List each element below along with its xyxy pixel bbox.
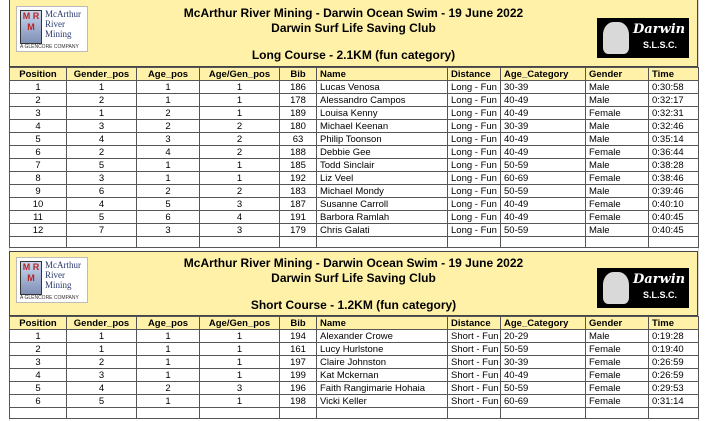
cell-time: 0:32:46 [649, 120, 699, 133]
cell-position: 4 [10, 120, 67, 133]
cell-age-category: 40-49 [501, 146, 586, 159]
empty-cell [649, 408, 699, 419]
cell-distance: Short - Fun [448, 356, 501, 369]
column-header-time: Time [649, 68, 699, 81]
cell-gender: Male [586, 94, 649, 107]
cell-age-category: 50-59 [501, 224, 586, 237]
cell-age-gen-pos: 2 [200, 185, 280, 198]
cell-gender-pos: 3 [67, 369, 137, 382]
cell-age-gen-pos: 1 [200, 81, 280, 94]
cell-name: Debbie Gee [317, 146, 448, 159]
table-row [10, 356, 699, 369]
cell-name: Barbora Ramlah [317, 211, 448, 224]
cell-age-gen-pos: 1 [200, 356, 280, 369]
cell-bib: 198 [280, 395, 317, 408]
club-title: Darwin Surf Life Saving Club [271, 21, 436, 35]
empty-cell [317, 408, 448, 419]
cell-distance: Short - Fun [448, 343, 501, 356]
empty-row [10, 237, 699, 248]
cell-age-category: 40-49 [501, 107, 586, 120]
cell-gender: Female [586, 198, 649, 211]
cell-gender-pos: 3 [67, 120, 137, 133]
empty-cell [200, 237, 280, 248]
column-header-gender-pos: Gender_pos [67, 317, 137, 330]
mrm-logo-subtitle: A GLENCORE COMPANY [20, 44, 79, 50]
table-row [10, 185, 699, 198]
mrm-emblem-icon: M R M [20, 261, 42, 295]
cell-age-gen-pos: 3 [200, 198, 280, 211]
cell-age-category: 50-59 [501, 185, 586, 198]
cell-gender: Male [586, 185, 649, 198]
cell-gender-pos: 2 [67, 356, 137, 369]
cell-age-category: 40-49 [501, 211, 586, 224]
cell-age-gen-pos: 2 [200, 133, 280, 146]
column-header-bib: Bib [280, 68, 317, 81]
cell-age-gen-pos: 4 [200, 211, 280, 224]
cell-distance: Long - Fun [448, 172, 501, 185]
lifesaver-figure-icon [603, 272, 629, 304]
cell-bib: 199 [280, 369, 317, 382]
cell-age-pos: 1 [137, 356, 200, 369]
table-row [10, 107, 699, 120]
cell-age-category: 40-49 [501, 94, 586, 107]
cell-age-pos: 1 [137, 395, 200, 408]
cell-age-category: 60-69 [501, 395, 586, 408]
empty-cell [200, 408, 280, 419]
cell-age-gen-pos: 1 [200, 369, 280, 382]
table-row [10, 146, 699, 159]
cell-gender-pos: 2 [67, 146, 137, 159]
cell-gender: Female [586, 211, 649, 224]
empty-cell [448, 408, 501, 419]
cell-bib: 186 [280, 81, 317, 94]
column-header-distance: Distance [448, 317, 501, 330]
cell-gender: Female [586, 107, 649, 120]
cell-distance: Long - Fun [448, 198, 501, 211]
cell-gender-pos: 6 [67, 185, 137, 198]
cell-gender-pos: 7 [67, 224, 137, 237]
cell-bib: 161 [280, 343, 317, 356]
cell-distance: Short - Fun [448, 382, 501, 395]
column-header-distance: Distance [448, 68, 501, 81]
mrm-logo-line: McArthur [45, 260, 81, 270]
cell-age-gen-pos: 3 [200, 224, 280, 237]
cell-bib: 188 [280, 146, 317, 159]
cell-gender-pos: 5 [67, 395, 137, 408]
cell-position: 10 [10, 198, 67, 211]
cell-distance: Long - Fun [448, 211, 501, 224]
slsc-logo-text: S.L.S.C. [643, 40, 678, 50]
cell-age-pos: 2 [137, 185, 200, 198]
cell-name: Kat Mckernan [317, 369, 448, 382]
darwin-slsc-logo [597, 18, 689, 58]
cell-gender-pos: 4 [67, 382, 137, 395]
cell-name: Lucas Venosa [317, 81, 448, 94]
empty-cell [10, 408, 67, 419]
empty-row [10, 408, 699, 419]
empty-cell [137, 237, 200, 248]
cell-name: Chris Galati [317, 224, 448, 237]
results-table [9, 67, 699, 248]
empty-cell [501, 408, 586, 419]
table-row [10, 120, 699, 133]
cell-name: Alexander Crowe [317, 330, 448, 343]
cell-position: 8 [10, 172, 67, 185]
cell-age-pos: 3 [137, 224, 200, 237]
cell-age-gen-pos: 2 [200, 146, 280, 159]
mrm-logo-line: River [45, 19, 65, 29]
cell-time: 0:19:40 [649, 343, 699, 356]
cell-age-category: 20-29 [501, 330, 586, 343]
cell-gender: Female [586, 356, 649, 369]
cell-gender: Male [586, 159, 649, 172]
table-row [10, 369, 699, 382]
cell-age-pos: 1 [137, 369, 200, 382]
cell-position: 1 [10, 330, 67, 343]
cell-bib: 192 [280, 172, 317, 185]
empty-cell [317, 237, 448, 248]
mrm-emblem-icon: M R M [20, 10, 42, 44]
empty-cell [586, 237, 649, 248]
cell-name: Louisa Kenny [317, 107, 448, 120]
column-header-gender: Gender [586, 68, 649, 81]
cell-name: Todd Sinclair [317, 159, 448, 172]
mrm-logo-line: McArthur [45, 9, 81, 19]
cell-distance: Long - Fun [448, 81, 501, 94]
table-row [10, 382, 699, 395]
darwin-logo-text: Darwin [633, 272, 686, 287]
cell-time: 0:30:58 [649, 81, 699, 94]
event-title: McArthur River Mining - Darwin Ocean Swim - 19 June 2022 [183, 6, 524, 20]
cell-gender: Female [586, 369, 649, 382]
slsc-logo-text: S.L.S.C. [643, 290, 678, 300]
table-row [10, 172, 699, 185]
cell-gender-pos: 4 [67, 133, 137, 146]
cell-bib: 180 [280, 120, 317, 133]
empty-cell [280, 237, 317, 248]
lifesaver-figure-icon [603, 22, 629, 54]
course-title: Long Course - 2.1KM (fun category) [251, 48, 456, 62]
cell-position: 6 [10, 395, 67, 408]
cell-time: 0:32:31 [649, 107, 699, 120]
table-row [10, 81, 699, 94]
cell-name: Vicki Keller [317, 395, 448, 408]
cell-age-category: 40-49 [501, 133, 586, 146]
cell-position: 5 [10, 133, 67, 146]
results-table [9, 316, 699, 419]
cell-time: 0:38:46 [649, 172, 699, 185]
course-title: Short Course - 1.2KM (fun category) [250, 298, 457, 312]
cell-time: 0:39:46 [649, 185, 699, 198]
column-header-age-category: Age_Category [501, 317, 586, 330]
cell-age-category: 30-39 [501, 120, 586, 133]
cell-age-category: 40-49 [501, 369, 586, 382]
cell-distance: Long - Fun [448, 224, 501, 237]
cell-name: Liz Veel [317, 172, 448, 185]
column-header-bib: Bib [280, 317, 317, 330]
column-header-name: Name [317, 317, 448, 330]
cell-gender: Female [586, 395, 649, 408]
cell-age-pos: 1 [137, 81, 200, 94]
mrm-logo-line: Mining [45, 29, 72, 39]
cell-bib: 189 [280, 107, 317, 120]
cell-time: 0:26:59 [649, 356, 699, 369]
cell-gender-pos: 1 [67, 343, 137, 356]
column-header-age-pos: Age_pos [137, 68, 200, 81]
cell-age-category: 40-49 [501, 198, 586, 211]
cell-position: 2 [10, 343, 67, 356]
table-row [10, 343, 699, 356]
column-header-gender: Gender [586, 317, 649, 330]
cell-age-category: 50-59 [501, 343, 586, 356]
cell-age-gen-pos: 1 [200, 94, 280, 107]
cell-bib: 191 [280, 211, 317, 224]
cell-bib: 197 [280, 356, 317, 369]
cell-position: 1 [10, 81, 67, 94]
table-row [10, 211, 699, 224]
mrm-logo-line: Mining [45, 280, 72, 290]
cell-gender: Female [586, 382, 649, 395]
cell-bib: 194 [280, 330, 317, 343]
cell-time: 0:38:28 [649, 159, 699, 172]
cell-age-gen-pos: 1 [200, 172, 280, 185]
column-header-gender-pos: Gender_pos [67, 68, 137, 81]
cell-distance: Long - Fun [448, 185, 501, 198]
column-header-age-pos: Age_pos [137, 317, 200, 330]
cell-bib: 187 [280, 198, 317, 211]
cell-position: 2 [10, 94, 67, 107]
cell-age-category: 30-39 [501, 81, 586, 94]
cell-position: 4 [10, 369, 67, 382]
cell-position: 9 [10, 185, 67, 198]
cell-gender: Male [586, 120, 649, 133]
cell-age-pos: 5 [137, 198, 200, 211]
cell-age-gen-pos: 1 [200, 395, 280, 408]
column-header-time: Time [649, 317, 699, 330]
empty-cell [649, 237, 699, 248]
empty-cell [67, 408, 137, 419]
cell-age-gen-pos: 1 [200, 107, 280, 120]
cell-age-gen-pos: 3 [200, 382, 280, 395]
cell-position: 3 [10, 107, 67, 120]
cell-distance: Long - Fun [448, 120, 501, 133]
cell-position: 7 [10, 159, 67, 172]
cell-gender: Female [586, 146, 649, 159]
cell-position: 11 [10, 211, 67, 224]
cell-age-gen-pos: 2 [200, 120, 280, 133]
cell-time: 0:36:44 [649, 146, 699, 159]
column-header-age-category: Age_Category [501, 68, 586, 81]
cell-gender-pos: 1 [67, 107, 137, 120]
cell-age-gen-pos: 1 [200, 330, 280, 343]
cell-name: Claire Johnston [317, 356, 448, 369]
cell-position: 3 [10, 356, 67, 369]
cell-time: 0:35:14 [649, 133, 699, 146]
cell-age-pos: 6 [137, 211, 200, 224]
cell-distance: Long - Fun [448, 94, 501, 107]
column-header-position: Position [10, 68, 67, 81]
cell-age-category: 50-59 [501, 159, 586, 172]
cell-gender-pos: 4 [67, 198, 137, 211]
cell-age-pos: 1 [137, 343, 200, 356]
cell-distance: Long - Fun [448, 146, 501, 159]
cell-name: Michael Keenan [317, 120, 448, 133]
cell-gender: Male [586, 224, 649, 237]
table-row [10, 395, 699, 408]
cell-time: 0:31:14 [649, 395, 699, 408]
cell-gender: Male [586, 81, 649, 94]
cell-age-category: 50-59 [501, 382, 586, 395]
cell-time: 0:32:17 [649, 94, 699, 107]
empty-cell [10, 237, 67, 248]
table-row [10, 159, 699, 172]
empty-cell [280, 408, 317, 419]
cell-gender-pos: 5 [67, 159, 137, 172]
header-row [10, 68, 699, 81]
cell-position: 12 [10, 224, 67, 237]
header-row [10, 317, 699, 330]
cell-age-pos: 2 [137, 107, 200, 120]
event-title: McArthur River Mining - Darwin Ocean Swim - 19 June 2022 [183, 256, 524, 270]
cell-gender-pos: 1 [67, 330, 137, 343]
cell-gender: Female [586, 172, 649, 185]
cell-time: 0:19:28 [649, 330, 699, 343]
cell-bib: 178 [280, 94, 317, 107]
empty-cell [448, 237, 501, 248]
cell-age-pos: 1 [137, 172, 200, 185]
cell-age-pos: 1 [137, 94, 200, 107]
cell-distance: Long - Fun [448, 133, 501, 146]
cell-position: 6 [10, 146, 67, 159]
cell-age-category: 30-39 [501, 356, 586, 369]
cell-age-gen-pos: 1 [200, 159, 280, 172]
cell-distance: Long - Fun [448, 159, 501, 172]
column-header-position: Position [10, 317, 67, 330]
table-row [10, 198, 699, 211]
cell-time: 0:40:45 [649, 224, 699, 237]
cell-distance: Long - Fun [448, 107, 501, 120]
empty-cell [137, 408, 200, 419]
mrm-logo-line: River [45, 270, 65, 280]
cell-time: 0:40:45 [649, 211, 699, 224]
mrm-logo-subtitle: A GLENCORE COMPANY [20, 295, 79, 301]
cell-time: 0:40:10 [649, 198, 699, 211]
column-header-name: Name [317, 68, 448, 81]
cell-gender-pos: 2 [67, 94, 137, 107]
cell-age-pos: 1 [137, 159, 200, 172]
cell-bib: 179 [280, 224, 317, 237]
cell-gender: Female [586, 343, 649, 356]
cell-name: Lucy Hurlstone [317, 343, 448, 356]
table-row [10, 94, 699, 107]
cell-bib: 63 [280, 133, 317, 146]
column-header-age-gen-pos: Age/Gen_pos [200, 317, 280, 330]
cell-bib: 196 [280, 382, 317, 395]
cell-gender: Male [586, 330, 649, 343]
darwin-slsc-logo [597, 268, 689, 308]
empty-cell [586, 408, 649, 419]
cell-distance: Short - Fun [448, 369, 501, 382]
empty-cell [67, 237, 137, 248]
cell-gender: Male [586, 133, 649, 146]
cell-age-pos: 1 [137, 330, 200, 343]
column-header-age-gen-pos: Age/Gen_pos [200, 68, 280, 81]
cell-name: Philip Toonson [317, 133, 448, 146]
cell-name: Faith Rangimarie Hohaia [317, 382, 448, 395]
cell-position: 5 [10, 382, 67, 395]
cell-age-pos: 4 [137, 146, 200, 159]
cell-age-category: 60-69 [501, 172, 586, 185]
cell-age-gen-pos: 1 [200, 343, 280, 356]
cell-time: 0:26:59 [649, 369, 699, 382]
table-row [10, 224, 699, 237]
section-header [9, 251, 698, 316]
cell-bib: 185 [280, 159, 317, 172]
table-row [10, 330, 699, 343]
cell-bib: 183 [280, 185, 317, 198]
cell-gender-pos: 5 [67, 211, 137, 224]
cell-age-pos: 3 [137, 133, 200, 146]
table-row [10, 133, 699, 146]
cell-time: 0:29:53 [649, 382, 699, 395]
cell-gender-pos: 3 [67, 172, 137, 185]
cell-distance: Short - Fun [448, 330, 501, 343]
empty-cell [501, 237, 586, 248]
cell-gender-pos: 1 [67, 81, 137, 94]
cell-name: Michael Mondy [317, 185, 448, 198]
cell-age-pos: 2 [137, 120, 200, 133]
section-header [9, 0, 698, 67]
darwin-logo-text: Darwin [633, 22, 686, 37]
cell-name: Alessandro Campos [317, 94, 448, 107]
cell-age-pos: 2 [137, 382, 200, 395]
club-title: Darwin Surf Life Saving Club [271, 271, 436, 285]
cell-distance: Short - Fun [448, 395, 501, 408]
cell-name: Susanne Carroll [317, 198, 448, 211]
